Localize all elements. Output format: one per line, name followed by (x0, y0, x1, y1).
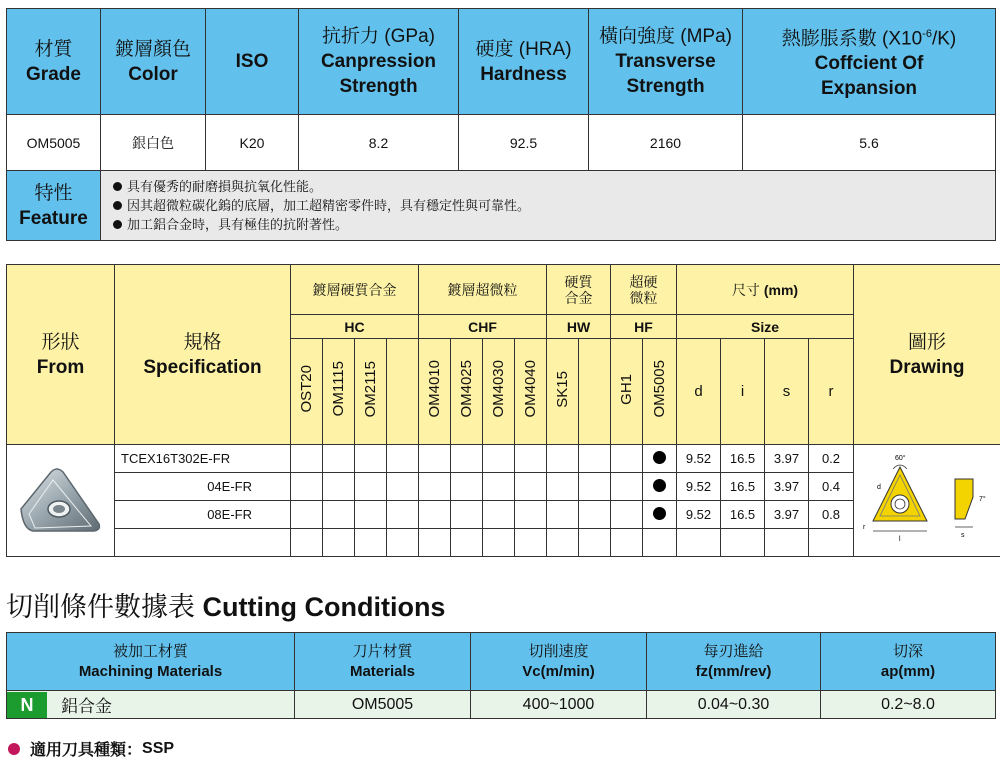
header-fz: 每刃進給 fz(mm/rev) (647, 633, 821, 691)
table-row-empty (7, 529, 1000, 557)
spec-cell: TCEX16T302E-FR (115, 445, 291, 473)
grade-col: OM2115 (355, 339, 387, 445)
group-hc-name: 鍍層硬質合金 (291, 265, 419, 315)
header-hardness: 硬度 (HRA) Hardness (459, 9, 589, 115)
drawing-image (854, 445, 1000, 557)
material-cell (7, 691, 295, 719)
cutting-conditions-title: 切削條件數據表 Cutting Conditions (6, 592, 446, 622)
grade-value-row (7, 115, 996, 171)
size-col-d: d (677, 339, 721, 445)
applicable-tool-label: 適用刀具種類： (30, 742, 143, 759)
header-transverse: 橫向強度 (MPa) Transverse Strength (589, 9, 743, 115)
header-ap: 切深 ap(mm) (821, 633, 996, 691)
bullet-icon (113, 182, 122, 191)
header-canpression: 抗折力 (GPa) Canpression Strength (299, 9, 459, 115)
size-d: 9.52 (677, 445, 721, 473)
vc-cell: 400~1000 (471, 691, 647, 719)
feature-bullet: 加工鋁合金時，具有極佳的抗附著性。 (113, 215, 983, 234)
size-d: 9.52 (677, 473, 721, 501)
product-table (6, 264, 1000, 557)
material-name: 鋁合金 (61, 697, 112, 716)
spec-cell: 04E-FR (115, 473, 291, 501)
table-row (7, 445, 1000, 473)
spec-header: 規格 Specification (115, 265, 291, 445)
feature-bullet: 因其超微粒碳化鎢的底層，加工超精密零件時，具有穩定性與可靠性。 (113, 196, 983, 215)
grade-col: OM4025 (451, 339, 483, 445)
size-col-i: i (721, 339, 765, 445)
size-i: 16.5 (721, 445, 765, 473)
spec-cell: 08E-FR (115, 501, 291, 529)
group-hc-code: HC (291, 315, 419, 339)
header-machining-materials: 被加工材質 Machining Materials (7, 633, 295, 691)
size-i: 16.5 (721, 473, 765, 501)
table-row (7, 473, 1000, 501)
value-iso: K20 (206, 115, 299, 171)
table-row (7, 691, 996, 719)
value-canpression: 8.2 (299, 115, 459, 171)
size-i: 16.5 (721, 501, 765, 529)
grade-properties-table (6, 8, 996, 241)
grade-cell: OM5005 (295, 691, 471, 719)
grade-col: SK15 (547, 339, 579, 445)
drawing-clearance-label: 7° (978, 496, 986, 503)
value-hardness: 92.5 (459, 115, 589, 171)
header-grade: 材質 Grade (7, 9, 101, 115)
feature-row (7, 171, 996, 241)
drawing-d-label: d (876, 484, 881, 491)
group-chf-name: 鍍層超微粒 (419, 265, 547, 315)
om5005-availability (643, 501, 677, 529)
feature-bullet: 具有優秀的耐磨損與抗氧化性能。 (113, 177, 983, 196)
value-expansion: 5.6 (743, 115, 996, 171)
value-color: 銀白色 (101, 115, 206, 171)
feature-label: 特性 Feature (7, 171, 101, 241)
group-hw-code: HW (547, 315, 611, 339)
header-vc: 切削速度 Vc(m/min) (471, 633, 647, 691)
grade-col: OM4010 (419, 339, 451, 445)
group-hf-name: 超硬 微粒 (611, 265, 677, 315)
value-grade: OM5005 (7, 115, 101, 171)
group-chf-code: CHF (419, 315, 547, 339)
drawing-i-label: l (898, 536, 901, 543)
applicable-tool-value: SSP (142, 739, 175, 757)
size-r: 0.8 (809, 501, 854, 529)
grade-col: OST20 (291, 339, 323, 445)
header-iso: ISO (206, 9, 299, 115)
cutting-conditions-table (6, 632, 996, 719)
drawing-header: 圖形 Drawing (854, 265, 1000, 445)
om5005-availability (643, 473, 677, 501)
drawing-angle-label: 60° (894, 455, 906, 462)
grade-col: OM5005 (643, 339, 677, 445)
ap-cell: 0.2~8.0 (821, 691, 996, 719)
grade-col: OM4030 (483, 339, 515, 445)
bullet-icon (113, 201, 122, 210)
cutting-header-row (7, 633, 996, 691)
size-code: Size (677, 315, 854, 339)
size-s: 3.97 (765, 501, 809, 529)
material-group-badge: N (7, 692, 47, 718)
fz-cell: 0.04~0.30 (647, 691, 821, 719)
size-col-r: r (809, 339, 854, 445)
insert-image (7, 445, 115, 557)
group-hf-code: HF (611, 315, 677, 339)
grade-col (579, 339, 611, 445)
bullet-icon (8, 743, 20, 755)
triangle-insert-icon (11, 454, 111, 544)
value-transverse: 2160 (589, 115, 743, 171)
header-color: 鍍層顏色 Color (101, 9, 206, 115)
size-title: 尺寸 (mm) (677, 265, 854, 315)
size-r: 0.2 (809, 445, 854, 473)
size-r: 0.4 (809, 473, 854, 501)
grade-header-row (7, 9, 996, 115)
header-expansion: 熱膨脹系數 $(X10^{-6}/K)$ Coffcient Of Expansion (743, 9, 996, 115)
table-row (7, 501, 1000, 529)
grade-col: GH1 (611, 339, 643, 445)
om5005-availability (643, 445, 677, 473)
grade-col: OM1115 (323, 339, 355, 445)
availability-dot-icon (653, 479, 666, 492)
availability-dot-icon (653, 451, 666, 464)
shape-header: 形狀 From (7, 265, 115, 445)
availability-dot-icon (653, 507, 666, 520)
size-col-s: s (765, 339, 809, 445)
grade-col (387, 339, 419, 445)
size-s: 3.97 (765, 473, 809, 501)
header-materials: 刀片材質 Materials (295, 633, 471, 691)
grade-col: OM4040 (515, 339, 547, 445)
size-s: 3.97 (765, 445, 809, 473)
applicable-tool-note (8, 737, 174, 760)
bullet-icon (113, 220, 122, 229)
group-hw-name: 硬質 合金 (547, 265, 611, 315)
drawing-r-label: r (862, 524, 865, 531)
product-header-row-1 (7, 265, 1000, 315)
insert-drawing-icon (855, 449, 1000, 549)
size-d: 9.52 (677, 501, 721, 529)
feature-bullets (101, 171, 996, 241)
drawing-s-label: s (960, 532, 964, 539)
